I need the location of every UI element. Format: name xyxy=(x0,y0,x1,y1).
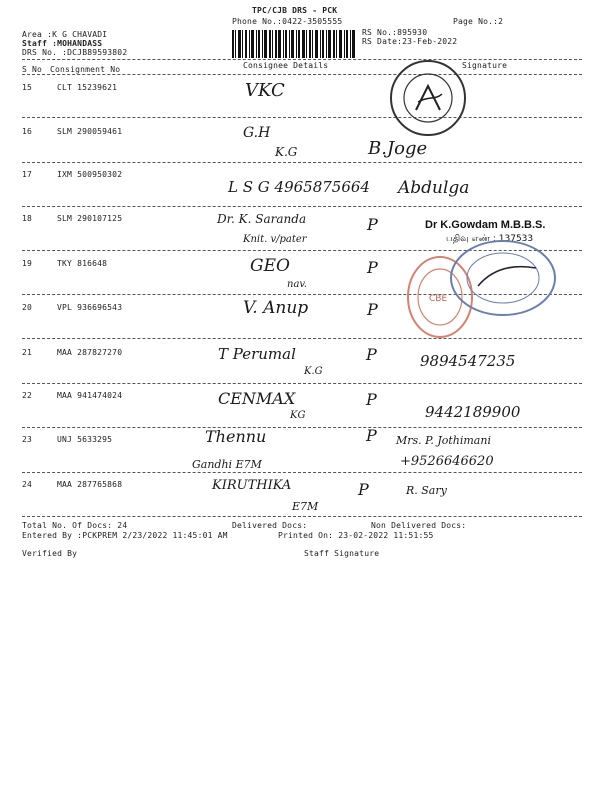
row-consignee-handwriting: V. Anup xyxy=(243,298,309,318)
rs-date: RS Date:23-Feb-2022 xyxy=(362,37,458,46)
col-consignee: Consignee Details xyxy=(243,61,329,70)
doctor-stamp-name: Dr K.Gowdam M.B.B.S. xyxy=(425,219,546,231)
row-divider xyxy=(22,516,582,517)
row-sno: 16 xyxy=(22,127,33,136)
total-docs: Total No. Of Docs: 24 xyxy=(22,521,128,530)
phone-handwriting: +9526646620 xyxy=(400,454,494,469)
row-consignment: IXM 500950302 xyxy=(57,170,123,179)
row-consignee-handwriting: Dr. K. Saranda xyxy=(217,212,307,226)
round-seal-graphic xyxy=(388,58,468,138)
row-consignee-handwriting-2: KG xyxy=(290,410,306,421)
col-sno: S No xyxy=(22,65,43,74)
row-divider xyxy=(22,162,582,163)
blue-stamp-graphic xyxy=(448,238,558,318)
row-signature: P xyxy=(358,480,369,499)
row-consignee-handwriting-2: K.G xyxy=(275,145,298,159)
row-consignment: MAA 287765868 xyxy=(57,480,123,489)
row-consignment: TKY 816648 xyxy=(57,259,108,268)
row-divider xyxy=(22,427,582,428)
row-sno: 17 xyxy=(22,170,33,179)
row-signature: P xyxy=(367,300,378,319)
row-divider xyxy=(22,472,582,473)
row-consignee-handwriting-2: nav. xyxy=(287,279,308,290)
phone-handwriting: 9442189900 xyxy=(425,403,521,421)
row-signature: P xyxy=(366,426,377,445)
row-sno: 22 xyxy=(22,391,33,400)
row-signature: Abdulga xyxy=(398,178,470,198)
round-seal-stamp xyxy=(388,58,468,138)
row-divider xyxy=(22,206,582,207)
row-divider xyxy=(22,383,582,384)
area-label: Area :K G CHAVADI xyxy=(22,30,108,39)
row-consignee-handwriting-2: K.G xyxy=(304,366,323,377)
delivered-docs: Delivered Docs: xyxy=(232,521,308,530)
phone-handwriting: 9894547235 xyxy=(420,352,516,370)
staff-signature: Staff Signature xyxy=(304,549,380,558)
row-sno: 20 xyxy=(22,303,33,312)
row-consignment: SLM 290107125 xyxy=(57,214,123,223)
header-divider-top xyxy=(22,59,582,60)
row-consignment: MAA 941474024 xyxy=(57,391,123,400)
row-sno: 24 xyxy=(22,480,33,489)
printed-on: Printed On: 23-02-2022 11:51:55 xyxy=(278,531,434,540)
row-consignee-handwriting: L S G 4965875664 xyxy=(228,178,370,196)
row-sno: 18 xyxy=(22,214,33,223)
page-number: Page No.:2 xyxy=(453,17,504,26)
verified-by: Verified By xyxy=(22,549,78,558)
header-divider-bottom xyxy=(22,74,582,75)
phone-number: Phone No.:0422-3505555 xyxy=(232,17,343,26)
barcode xyxy=(232,30,357,58)
row-divider xyxy=(22,117,582,118)
row-consignee-handwriting: Thennu xyxy=(205,427,267,446)
doctor-stamp-reg: பதிவு எண் : 137533 xyxy=(446,234,534,244)
signature-handwriting: R. Sary xyxy=(406,484,447,497)
row-sno: 19 xyxy=(22,259,33,268)
row-consignee-handwriting: G.H xyxy=(243,125,271,141)
row-consignee-handwriting: GEO xyxy=(250,256,290,276)
row-consignment: SLM 290059461 xyxy=(57,127,123,136)
row-signature: P xyxy=(367,215,378,234)
row-consignee-handwriting-2: Gandhi E7M xyxy=(192,458,262,471)
row-consignment: UNJ 5633295 xyxy=(57,435,113,444)
row-sno: 15 xyxy=(22,83,33,92)
row-consignment: CLT 15239621 xyxy=(57,83,118,92)
report-title: TPC/CJB DRS - PCK xyxy=(252,6,338,15)
svg-text:CBE: CBE xyxy=(429,294,448,304)
row-signature: P xyxy=(367,258,378,277)
row-consignee-handwriting-2: E7M xyxy=(292,500,319,513)
row-divider xyxy=(22,338,582,339)
name-handwriting: Mrs. P. Jothimani xyxy=(396,434,491,447)
row-signature: B.Joge xyxy=(368,138,428,159)
row-consignment: VPL 936696543 xyxy=(57,303,123,312)
row-consignee-handwriting: CENMAX xyxy=(218,389,296,408)
blue-round-stamp xyxy=(448,238,558,318)
rs-number: RS No.:895930 xyxy=(362,28,428,37)
barcode-graphic xyxy=(232,30,357,58)
row-consignee-handwriting-2: Knit. v/pater xyxy=(243,234,307,245)
entered-by: Entered By :PCKPREM 2/23/2022 11:45:01 AM xyxy=(22,531,228,540)
non-delivered-docs: Non Delivered Docs: xyxy=(371,521,467,530)
row-sno: 23 xyxy=(22,435,33,444)
row-consignee-handwriting: VKC xyxy=(245,80,285,101)
row-consignee-handwriting: T Perumal xyxy=(218,345,296,363)
row-sno: 21 xyxy=(22,348,33,357)
staff-label: Staff :MOHANDASS xyxy=(22,39,103,48)
row-consignment: MAA 287827270 xyxy=(57,348,123,357)
row-consignee-handwriting: KIRUTHIKA xyxy=(212,478,292,493)
row-signature: P xyxy=(366,390,377,409)
col-signature: Signature xyxy=(462,61,508,70)
row-signature: P xyxy=(366,345,377,364)
col-consignment: Consignment No xyxy=(50,65,121,74)
drs-number: DRS No. :DCJB89593802 xyxy=(22,48,128,57)
